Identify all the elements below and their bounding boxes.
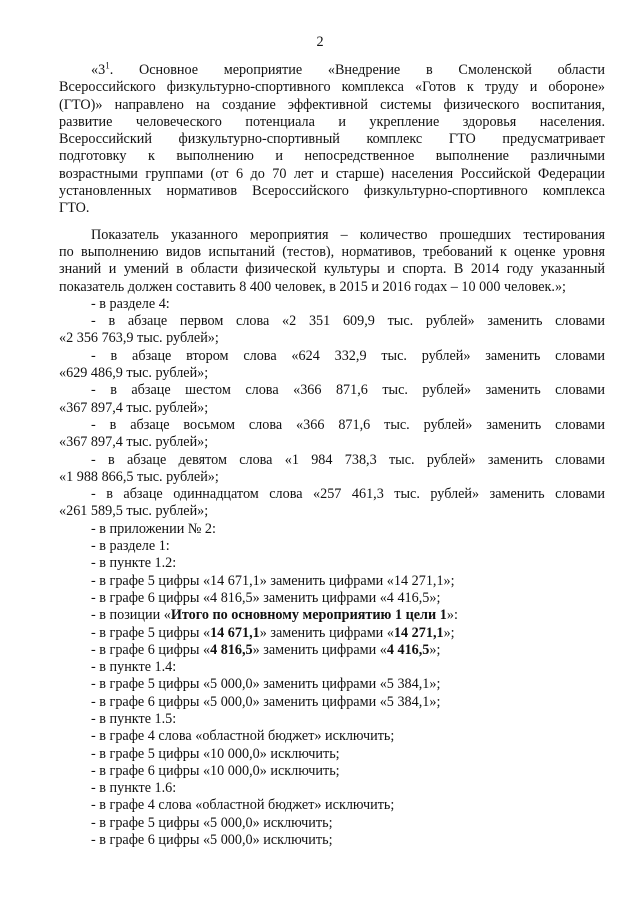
intro-line: (ГТО)» направлено на создание эффективной системы физического воспитания, — [59, 96, 605, 113]
amendment-line: «1 988 866,5 тыс. рублей»; — [59, 468, 219, 485]
amendment-line: - в графе 6 цифры «5 000,0» исключить; — [91, 832, 333, 849]
amendment-line: - в графе 4 слова «областной бюджет» исключить; — [91, 728, 395, 745]
intro-line: Всероссийского физкультурно-спортивного комплекса «Готов к труду и обороне» — [59, 79, 605, 96]
amendment-line: - в пункте 1.6: — [91, 780, 177, 797]
amendment-line: - в абзаце восьмом слова «366 871,6 тыс. рублей» заменить словами — [91, 416, 605, 433]
indicator-line: по выполнению видов испытаний (тестов), нормативов, требований к оценке уровня — [59, 243, 605, 260]
indicator-line: Показатель указанного мероприятия – количество прошедших тестирования — [91, 226, 605, 243]
amendment-line: - в пункте 1.4: — [91, 659, 177, 676]
intro-line: ГТО. — [59, 200, 90, 217]
amendment-line: - в абзаце втором слова «624 332,9 тыс. рублей» заменить словами — [91, 347, 605, 364]
amendment-line: - в пункте 1.2: — [91, 555, 177, 572]
amendment-line: - в разделе 1: — [91, 538, 170, 555]
amendment-line: «629 486,9 тыс. рублей»; — [59, 365, 209, 382]
intro-paragraph — [59, 62, 605, 218]
intro-line: развитие человеческого потенциала и укрепление здоровья населения. — [59, 113, 605, 130]
indicator-paragraph — [59, 227, 605, 296]
amendment-line-bold: - в графе 6 цифры «4 816,5» заменить цифрами «4 416,5»; — [91, 641, 441, 658]
intro-line: «$3^1$. Основное мероприятие «Внедрение в Смоленской области — [91, 60, 606, 78]
intro-line: возрастными группами (от 6 до 70 лет и старше) населения Российской Федерации — [59, 165, 605, 182]
amendment-line-position: - в позиции «Итого по основному мероприятию 1 цели 1»: — [91, 607, 458, 624]
amendment-line: - в пункте 1.5: — [91, 710, 177, 727]
amendment-line: - в графе 5 цифры «5 000,0» исключить; — [91, 814, 333, 831]
page-number: 2 — [316, 34, 324, 50]
amendment-line: «261 589,5 тыс. рублей»; — [59, 503, 209, 520]
indicator-line: показатель должен составить 8 400 человек, в 2015 и 2016 годах – 10 000 человек.»; — [59, 278, 566, 295]
intro-line: Всероссийский физкультурно-спортивный комплекс ГТО предусматривает — [59, 131, 605, 148]
amendment-line: «367 897,4 тыс. рублей»; — [59, 399, 209, 416]
amendment-line: - в абзаце одиннадцатом слова «257 461,3 тыс. рублей» заменить словами — [91, 486, 605, 503]
document-body — [59, 62, 605, 849]
amendment-line: - в графе 6 цифры «5 000,0» заменить цифрами «5 384,1»; — [91, 693, 441, 710]
appendix-amendments — [59, 521, 605, 850]
amendment-line: «367 897,4 тыс. рублей»; — [59, 434, 209, 451]
amendment-line: - в графе 5 цифры «14 671,1» заменить цифрами «14 271,1»; — [91, 572, 455, 589]
amendment-line: - в абзаце первом слова «2 351 609,9 тыс. рублей» заменить словами — [91, 313, 605, 330]
amendment-line: - в графе 6 цифры «4 816,5» заменить цифрами «4 416,5»; — [91, 589, 441, 606]
amendment-line: - в абзаце девятом слова «1 984 738,3 тыс. рублей» заменить словами — [91, 451, 605, 468]
section4-amendments — [59, 296, 605, 521]
amendment-line: - в графе 5 цифры «5 000,0» заменить цифрами «5 384,1»; — [91, 676, 441, 693]
amendment-line: - в приложении № 2: — [91, 520, 216, 537]
amendment-line: - в графе 4 слова «областной бюджет» исключить; — [91, 797, 395, 814]
paragraph-number: «$3^1$. — [91, 60, 114, 78]
amendment-line-bold: - в графе 5 цифры «14 671,1» заменить цифрами «14 271,1»; — [91, 624, 455, 641]
intro-line: подготовку к выполнению и непосредственное выполнение различными — [59, 148, 605, 165]
intro-line: установленных нормативов Всероссийского физкультурно-спортивного комплекса — [59, 183, 605, 200]
amendment-line: «2 356 763,9 тыс. рублей»; — [59, 330, 219, 347]
amendment-line: - в графе 6 цифры «10 000,0» исключить; — [91, 762, 340, 779]
amendment-line: - в графе 5 цифры «10 000,0» исключить; — [91, 745, 340, 762]
indicator-line: знаний и умений в области физической культуры и спорта. В 2014 году указанный — [59, 261, 605, 278]
amendment-line: - в абзаце шестом слова «366 871,6 тыс. рублей» заменить словами — [91, 382, 605, 399]
section-header: - в разделе 4: — [91, 295, 170, 312]
